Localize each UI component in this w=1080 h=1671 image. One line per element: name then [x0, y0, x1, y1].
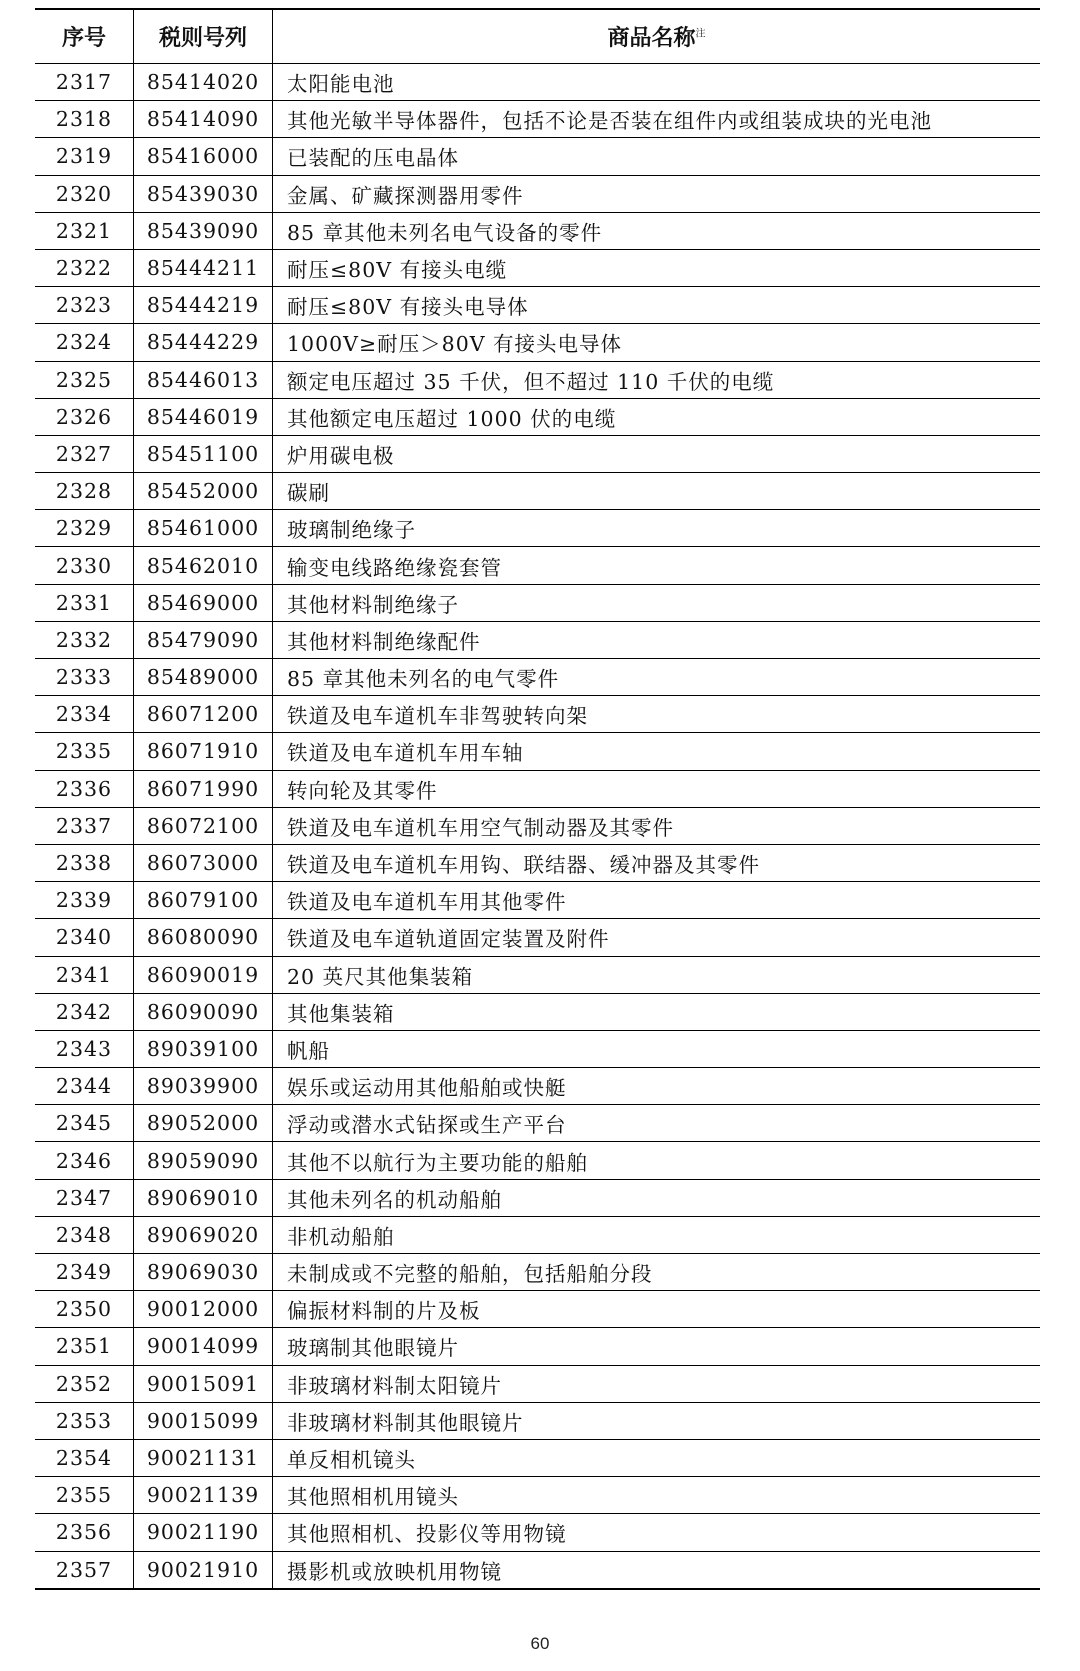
cell-product-name: 单反相机镜头 [287, 1448, 416, 1473]
cell-product-name: 浮动或潜水式钻探或生产平台 [287, 1113, 567, 1138]
cell-serial-number: 2338 [35, 844, 134, 881]
cell-tariff-code: 90015099 [134, 1402, 273, 1439]
cell-serial-number: 2317 [35, 64, 134, 101]
tariff-table-container [35, 8, 1040, 1590]
cell-tariff-code: 90014099 [134, 1328, 273, 1365]
cell-product-name: 偏振材料制的片及板 [287, 1299, 481, 1324]
table-row [35, 287, 1040, 324]
cell-tariff-code: 85451100 [134, 435, 273, 472]
page-number: 60 [530, 1634, 550, 1653]
cell-product-name: 已装配的压电晶体 [287, 146, 459, 171]
cell-product-name: 摄影机或放映机用物镜 [287, 1559, 502, 1584]
cell-serial-number: 2326 [35, 398, 134, 435]
cell-tariff-code: 86071990 [134, 770, 273, 807]
cell-tariff-code: 89069020 [134, 1216, 273, 1253]
table-header-row [35, 9, 1040, 64]
cell-serial-number: 2355 [35, 1477, 134, 1514]
cell-tariff-code: 85444211 [134, 249, 273, 286]
header-serial-number: 序号 [35, 9, 134, 64]
table-row [35, 473, 1040, 510]
cell-product-name: 铁道及电车道机车用车轴 [287, 741, 524, 766]
cell-serial-number: 2350 [35, 1291, 134, 1328]
cell-serial-number: 2331 [35, 584, 134, 621]
table-row [35, 1402, 1040, 1439]
table-row [35, 1365, 1040, 1402]
cell-tariff-code: 85479090 [134, 621, 273, 658]
table-body [35, 64, 1040, 1589]
table-row [35, 1477, 1040, 1514]
cell-tariff-code: 85414090 [134, 101, 273, 138]
cell-product-name: 非玻璃材料制太阳镜片 [287, 1373, 502, 1398]
table-row [35, 584, 1040, 621]
table-row [35, 733, 1040, 770]
cell-serial-number: 2333 [35, 659, 134, 696]
cell-tariff-code: 85439030 [134, 175, 273, 212]
cell-product-name: 其他集装箱 [287, 1001, 395, 1026]
cell-tariff-code: 89069030 [134, 1254, 273, 1291]
cell-serial-number: 2346 [35, 1142, 134, 1179]
cell-product-name: 其他材料制绝缘配件 [287, 629, 481, 654]
cell-product-name: 非玻璃材料制其他眼镜片 [287, 1410, 524, 1435]
cell-product-name: 炉用碳电极 [287, 443, 395, 468]
cell-product-name: 20 英尺其他集装箱 [287, 964, 474, 989]
table-row [35, 956, 1040, 993]
cell-tariff-code: 89069010 [134, 1179, 273, 1216]
cell-tariff-code: 85446019 [134, 398, 273, 435]
cell-tariff-code: 86090090 [134, 993, 273, 1030]
cell-tariff-code: 90021190 [134, 1514, 273, 1551]
table-row [35, 1551, 1040, 1589]
cell-serial-number: 2319 [35, 138, 134, 175]
table-row [35, 361, 1040, 398]
cell-tariff-code: 85462010 [134, 547, 273, 584]
table-row [35, 696, 1040, 733]
cell-tariff-code: 85414020 [134, 64, 273, 101]
cell-tariff-code: 85461000 [134, 510, 273, 547]
cell-product-name: 铁道及电车道机车用钩、联结器、缓冲器及其零件 [287, 853, 760, 878]
table-row [35, 1254, 1040, 1291]
cell-tariff-code: 90012000 [134, 1291, 273, 1328]
table-row [35, 1328, 1040, 1365]
table-row [35, 64, 1040, 101]
cell-product-name: 其他照相机、投影仪等用物镜 [287, 1522, 567, 1547]
cell-product-name: 非机动船舶 [287, 1224, 395, 1249]
table-row [35, 1514, 1040, 1551]
table-row [35, 510, 1040, 547]
cell-product-name: 额定电压超过 35 千伏，但不超过 110 千伏的电缆 [287, 369, 775, 394]
cell-product-name: 玻璃制其他眼镜片 [287, 1336, 459, 1361]
cell-serial-number: 2334 [35, 696, 134, 733]
header-note-marker: 注 [695, 28, 706, 40]
header-product-name [273, 9, 1041, 64]
cell-tariff-code: 85469000 [134, 584, 273, 621]
cell-tariff-code: 86090019 [134, 956, 273, 993]
cell-tariff-code: 85444229 [134, 324, 273, 361]
cell-product-name: 耐压≤80V 有接头电导体 [287, 295, 529, 320]
cell-tariff-code: 90015091 [134, 1365, 273, 1402]
cell-product-name: 其他材料制绝缘子 [287, 592, 459, 617]
table-row [35, 1030, 1040, 1067]
cell-serial-number: 2341 [35, 956, 134, 993]
cell-serial-number: 2318 [35, 101, 134, 138]
cell-tariff-code: 89052000 [134, 1105, 273, 1142]
cell-serial-number: 2344 [35, 1068, 134, 1105]
cell-product-name: 其他不以航行为主要功能的船舶 [287, 1150, 588, 1175]
cell-product-name: 其他未列名的机动船舶 [287, 1187, 502, 1212]
cell-tariff-code: 86071910 [134, 733, 273, 770]
cell-product-name: 85 章其他未列名的电气零件 [287, 667, 560, 692]
cell-tariff-code: 85444219 [134, 287, 273, 324]
cell-product-name: 碳刷 [287, 481, 330, 506]
table-row [35, 1291, 1040, 1328]
cell-serial-number: 2325 [35, 361, 134, 398]
table-row [35, 1216, 1040, 1253]
cell-product-name: 帆船 [287, 1038, 330, 1063]
table-row [35, 324, 1040, 361]
table-row [35, 398, 1040, 435]
cell-product-name: 太阳能电池 [287, 72, 395, 97]
cell-serial-number: 2336 [35, 770, 134, 807]
cell-serial-number: 2320 [35, 175, 134, 212]
cell-serial-number: 2332 [35, 621, 134, 658]
cell-serial-number: 2349 [35, 1254, 134, 1291]
cell-tariff-code: 86073000 [134, 844, 273, 881]
cell-serial-number: 2323 [35, 287, 134, 324]
table-row [35, 249, 1040, 286]
cell-serial-number: 2328 [35, 473, 134, 510]
cell-product-name: 铁道及电车道机车用空气制动器及其零件 [287, 815, 674, 840]
cell-tariff-code: 85439090 [134, 212, 273, 249]
cell-serial-number: 2322 [35, 249, 134, 286]
cell-serial-number: 2357 [35, 1551, 134, 1589]
cell-tariff-code: 85446013 [134, 361, 273, 398]
header-tariff-code: 税则号列 [134, 9, 273, 64]
cell-serial-number: 2327 [35, 435, 134, 472]
cell-product-name: 娱乐或运动用其他船舶或快艇 [287, 1076, 567, 1101]
cell-tariff-code: 89059090 [134, 1142, 273, 1179]
cell-serial-number: 2353 [35, 1402, 134, 1439]
cell-product-name: 其他照相机用镜头 [287, 1485, 459, 1510]
cell-tariff-code: 86071200 [134, 696, 273, 733]
table-row [35, 1179, 1040, 1216]
cell-serial-number: 2352 [35, 1365, 134, 1402]
table-row [35, 212, 1040, 249]
table-row [35, 1439, 1040, 1476]
table-row [35, 659, 1040, 696]
cell-tariff-code: 85416000 [134, 138, 273, 175]
cell-product-name: 转向轮及其零件 [287, 778, 438, 803]
table-row [35, 807, 1040, 844]
cell-serial-number: 2347 [35, 1179, 134, 1216]
cell-product-name: 未制成或不完整的船舶，包括船舶分段 [287, 1262, 653, 1287]
table-row [35, 101, 1040, 138]
tariff-table [35, 8, 1040, 1590]
table-row [35, 844, 1040, 881]
table-row [35, 1105, 1040, 1142]
cell-tariff-code: 89039100 [134, 1030, 273, 1067]
cell-product-name: 输变电线路绝缘瓷套管 [287, 555, 502, 580]
table-row [35, 993, 1040, 1030]
cell-tariff-code: 86079100 [134, 882, 273, 919]
cell-serial-number: 2345 [35, 1105, 134, 1142]
table-row [35, 621, 1040, 658]
header-product-name-label: 商品名称 [607, 26, 696, 51]
cell-product-name: 铁道及电车道机车用其他零件 [287, 890, 567, 915]
cell-tariff-code: 86072100 [134, 807, 273, 844]
cell-product-name: 铁道及电车道机车非驾驶转向架 [287, 704, 588, 729]
cell-product-name: 1000V≥耐压＞80V 有接头电导体 [287, 332, 623, 357]
cell-tariff-code: 90021131 [134, 1439, 273, 1476]
table-row [35, 1068, 1040, 1105]
cell-serial-number: 2321 [35, 212, 134, 249]
cell-tariff-code: 90021139 [134, 1477, 273, 1514]
cell-serial-number: 2337 [35, 807, 134, 844]
table-row [35, 175, 1040, 212]
cell-serial-number: 2329 [35, 510, 134, 547]
cell-product-name: 其他额定电压超过 1000 伏的电缆 [287, 406, 617, 431]
cell-serial-number: 2339 [35, 882, 134, 919]
cell-serial-number: 2340 [35, 919, 134, 956]
cell-serial-number: 2351 [35, 1328, 134, 1365]
table-row [35, 770, 1040, 807]
cell-product-name: 耐压≤80V 有接头电缆 [287, 258, 508, 283]
cell-serial-number: 2356 [35, 1514, 134, 1551]
cell-tariff-code: 89039900 [134, 1068, 273, 1105]
cell-product-name: 85 章其他未列名电气设备的零件 [287, 220, 603, 245]
table-row [35, 435, 1040, 472]
cell-product-name: 金属、矿藏探测器用零件 [287, 183, 524, 208]
table-row [35, 547, 1040, 584]
cell-serial-number: 2324 [35, 324, 134, 361]
cell-serial-number: 2342 [35, 993, 134, 1030]
cell-tariff-code: 86080090 [134, 919, 273, 956]
cell-product-name: 其他光敏半导体器件，包括不论是否装在组件内或组装成块的光电池 [287, 109, 932, 134]
cell-serial-number: 2343 [35, 1030, 134, 1067]
cell-serial-number: 2330 [35, 547, 134, 584]
cell-serial-number: 2348 [35, 1216, 134, 1253]
table-row [35, 919, 1040, 956]
table-row [35, 882, 1040, 919]
cell-tariff-code: 90021910 [134, 1551, 273, 1589]
cell-serial-number: 2335 [35, 733, 134, 770]
cell-product-name: 玻璃制绝缘子 [287, 518, 416, 543]
table-row [35, 138, 1040, 175]
cell-serial-number: 2354 [35, 1439, 134, 1476]
cell-tariff-code: 85452000 [134, 473, 273, 510]
cell-tariff-code: 85489000 [134, 659, 273, 696]
table-row [35, 1142, 1040, 1179]
cell-product-name: 铁道及电车道轨道固定装置及附件 [287, 927, 610, 952]
